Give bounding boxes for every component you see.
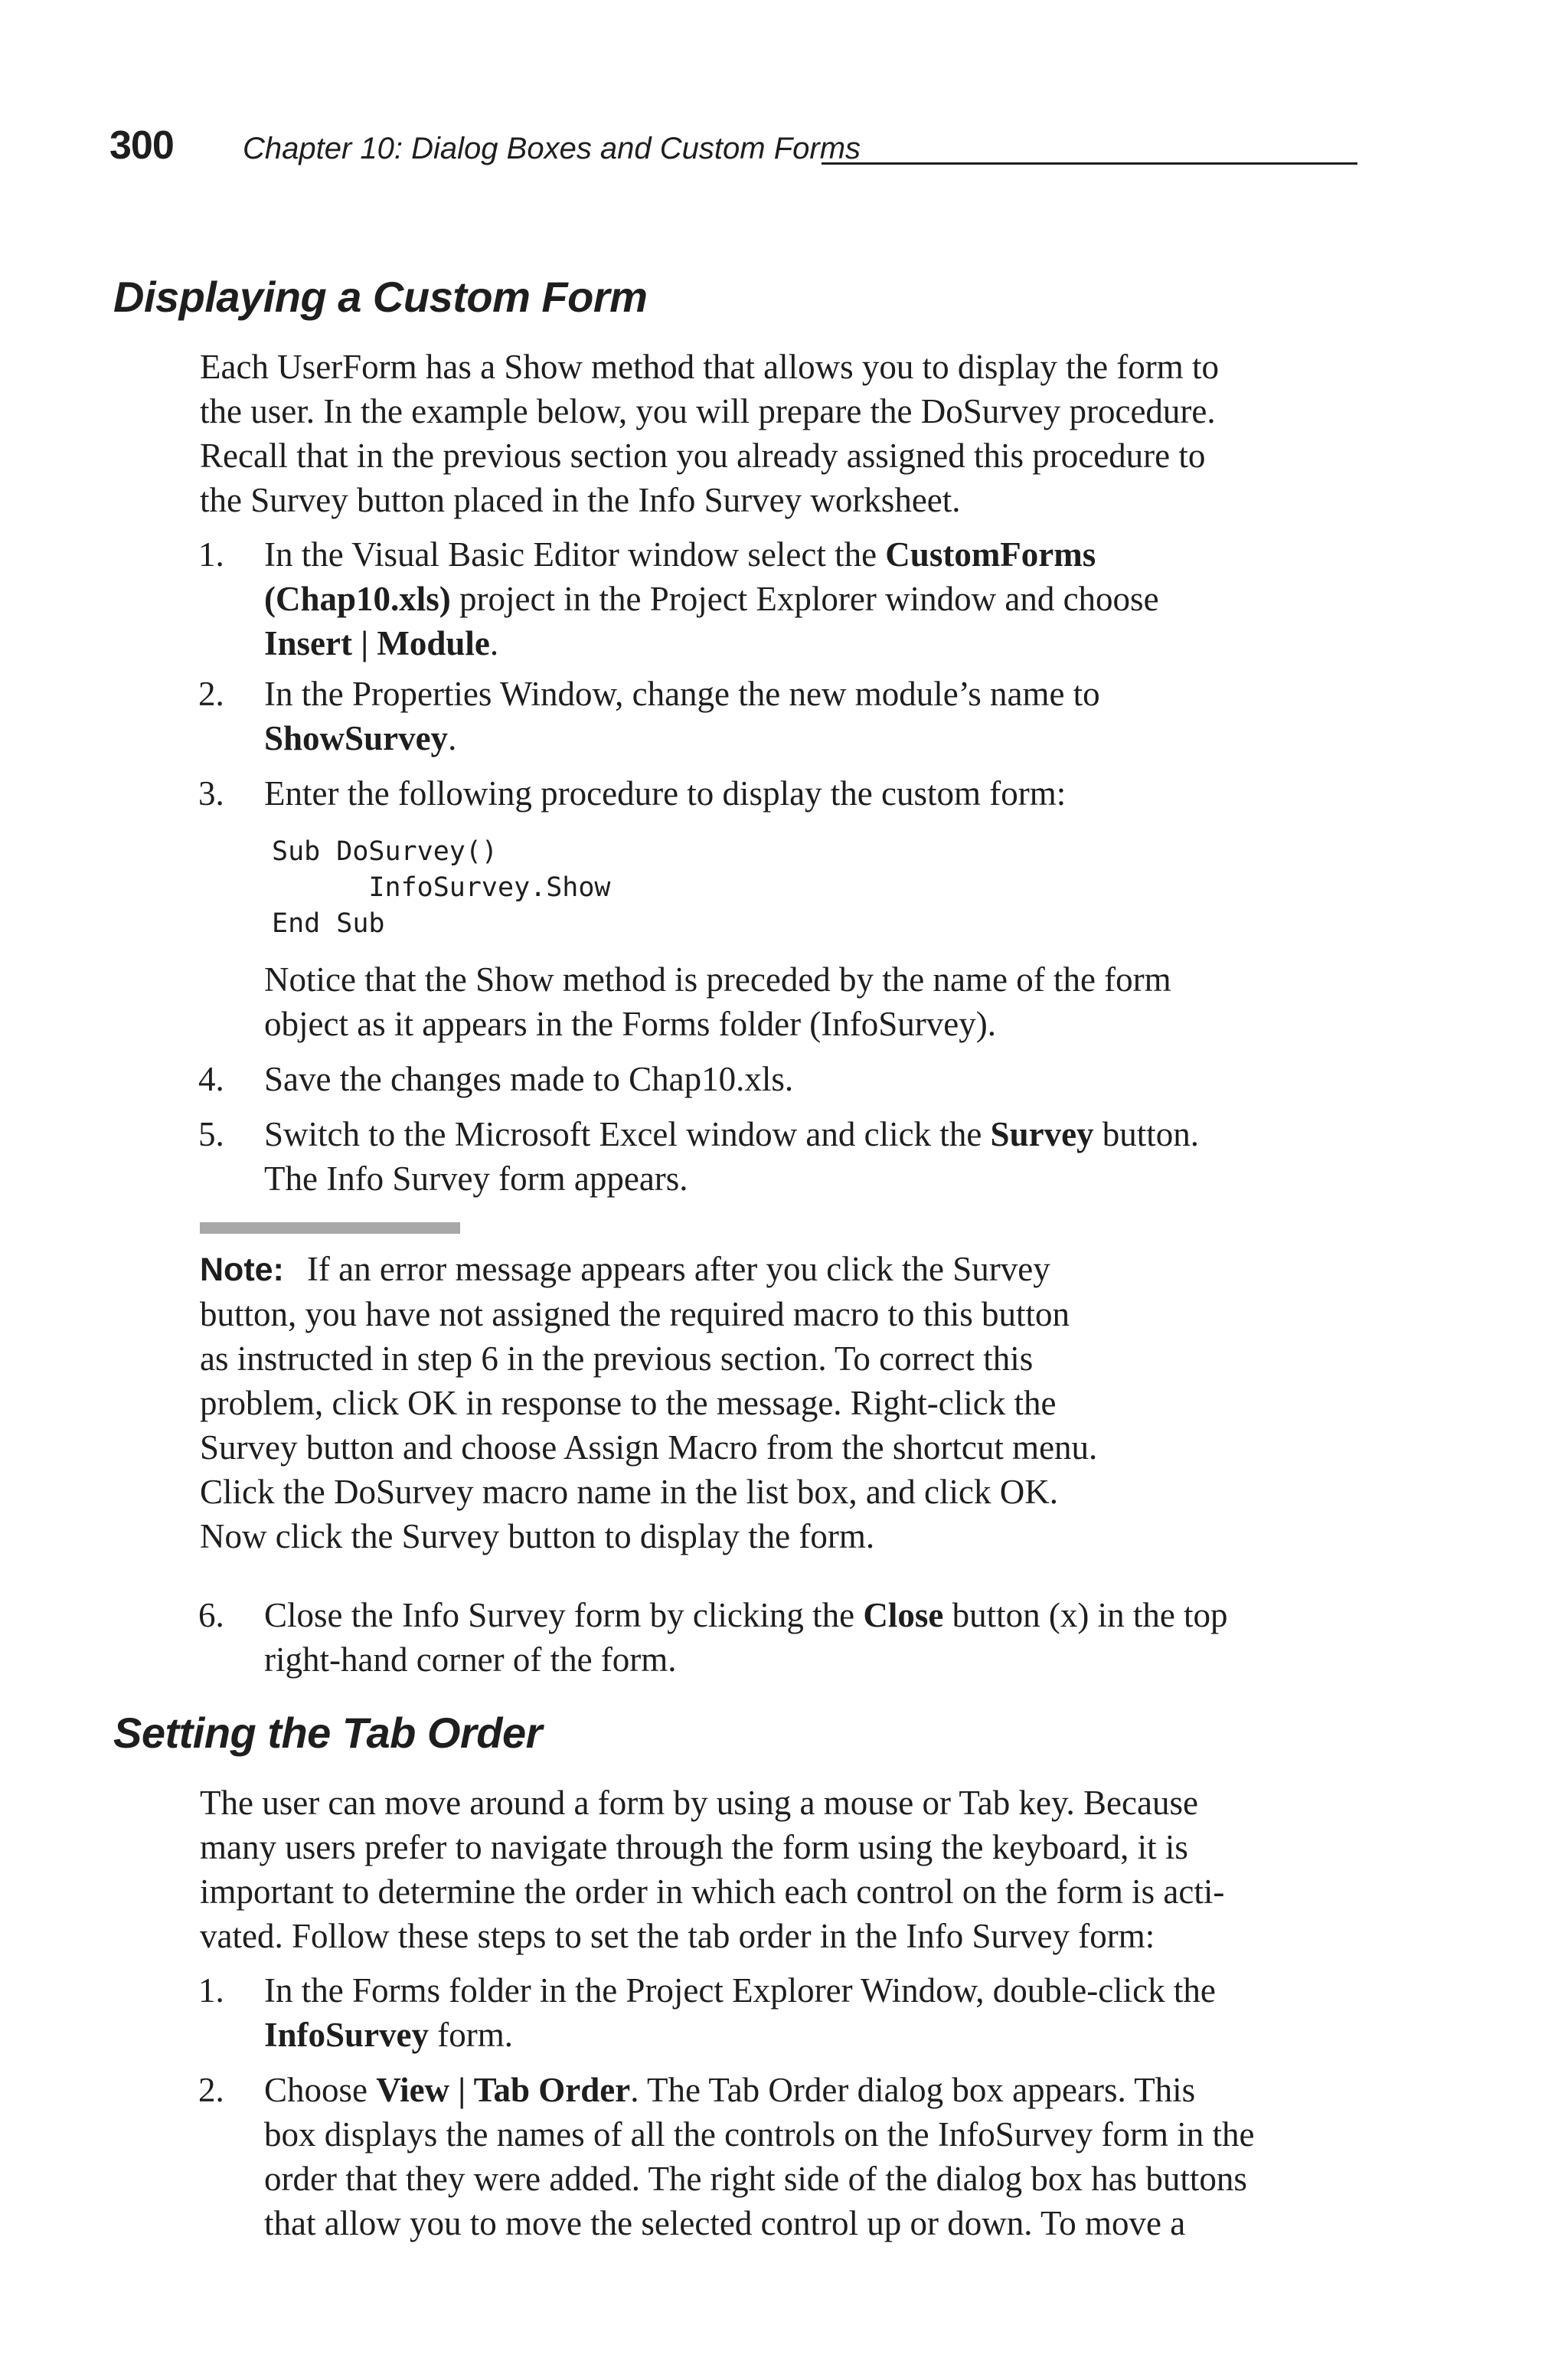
step-number: 6. — [198, 1596, 224, 1634]
header-rule — [822, 162, 1357, 165]
survey-button-name: Survey — [990, 1115, 1094, 1153]
menu-command: Insert | Module — [264, 624, 490, 662]
step-text: button (x) in the top — [943, 1596, 1228, 1634]
note-text: Click the DoSurvey macro name in the list box, and click OK. — [200, 1473, 1059, 1511]
note-text: problem, click OK in response to the message. Right-click the — [200, 1384, 1057, 1422]
module-name: ShowSurvey — [264, 719, 449, 757]
text-line: The user can move around a form by using a mouse or Tab key. Because — [200, 1784, 1198, 1822]
step-text: Switch to the Microsoft Excel window and click the — [264, 1115, 991, 1153]
step-text: form. — [429, 2016, 514, 2054]
step-number: 3. — [198, 774, 224, 813]
text-line: vated. Follow these steps to set the tab order in the Info Survey form: — [200, 1917, 1155, 1955]
text-line: important to determine the order in which each control on the form is acti- — [200, 1872, 1225, 1911]
text-line: Each UserForm has a Show method that allows you to display the form to — [200, 348, 1220, 386]
note-text: If an error message appears after you click the Survey — [306, 1250, 1050, 1288]
text-line: object as it appears in the Forms folder (InfoSurvey). — [264, 1005, 996, 1043]
code-line: InfoSurvey.Show — [272, 872, 611, 903]
step-text: right-hand corner of the form. — [264, 1640, 677, 1679]
step-number: 5. — [198, 1115, 224, 1153]
step-text: button. — [1093, 1115, 1200, 1153]
note-bar — [200, 1222, 460, 1234]
step-text: In the Forms folder in the Project Explorer Window, double-click the — [264, 1971, 1216, 2010]
project-file: (Chap10.xls) — [264, 580, 451, 618]
page-number: 300 — [109, 123, 174, 168]
step-1 — [198, 1968, 1377, 2057]
code-line: Sub DoSurvey() — [272, 836, 498, 867]
note-text: button, you have not assigned the required macro to this button — [200, 1295, 1070, 1333]
step-text: Enter the following procedure to display the custom form: — [264, 774, 1067, 813]
section-heading-displaying-custom-form: Displaying a Custom Form — [113, 273, 648, 321]
intro-paragraph — [200, 1781, 1364, 1958]
menu-command: View | Tab Order — [376, 2071, 631, 2109]
project-name: CustomForms — [885, 535, 1096, 574]
note-label: Note: — [200, 1251, 284, 1288]
step-2 — [198, 2068, 1377, 2245]
note-text: Survey button and choose Assign Macro from the shortcut menu. — [200, 1428, 1098, 1467]
step-text: . — [489, 624, 499, 662]
step-number: 4. — [198, 1060, 224, 1098]
step-5 — [198, 1112, 1377, 1201]
note-box — [200, 1247, 1333, 1558]
step-6 — [198, 1593, 1377, 1682]
text-line: many users prefer to navigate through the form using the keyboard, it is — [200, 1828, 1188, 1866]
code-block — [272, 834, 611, 942]
step-text: box displays the names of all the controls on the InfoSurvey form in the — [264, 2115, 1255, 2154]
step-text: project in the Project Explorer window and choose — [450, 580, 1159, 618]
step-text: order that they were added. The right side of the dialog box has buttons — [264, 2160, 1247, 2198]
step-text: In the Visual Basic Editor window select the — [264, 535, 886, 574]
text-line: Recall that in the previous section you already assigned this procedure to — [200, 437, 1206, 475]
note-text: Now click the Survey button to display the form. — [200, 1517, 875, 1555]
step-text: Save the changes made to Chap10.xls. — [264, 1060, 794, 1098]
section-heading-setting-tab-order: Setting the Tab Order — [113, 1709, 542, 1757]
chapter-title: Chapter 10: Dialog Boxes and Custom Forms — [243, 132, 861, 165]
running-head — [109, 123, 1357, 176]
note-text: as instructed in step 6 in the previous section. To correct this — [200, 1339, 1034, 1378]
step-text: In the Properties Window, change the new module’s name to — [264, 675, 1100, 713]
step-number: 2. — [198, 2071, 224, 2109]
step-text: Choose — [264, 2071, 377, 2109]
step-text: . The Tab Order dialog box appears. This — [630, 2071, 1196, 2109]
step-text: that allow you to move the selected control up or down. To move a — [264, 2204, 1186, 2242]
code-line: End Sub — [272, 908, 385, 939]
step-text: Close the Info Survey form by clicking the — [264, 1596, 864, 1634]
step-2 — [198, 672, 1377, 760]
text-line: the user. In the example below, you will prepare the DoSurvey procedure. — [200, 392, 1216, 430]
text-line: Notice that the Show method is preceded by the name of the form — [264, 960, 1171, 999]
step-text: The Info Survey form appears. — [264, 1159, 688, 1198]
step-number: 2. — [198, 675, 224, 713]
step-1 — [198, 532, 1377, 666]
form-name: InfoSurvey — [264, 2016, 430, 2054]
step-3 — [198, 771, 1377, 816]
notice-paragraph — [264, 957, 1367, 1046]
step-text: . — [448, 719, 457, 757]
intro-paragraph — [200, 345, 1364, 522]
close-button-name: Close — [863, 1596, 944, 1634]
text-line: the Survey button placed in the Info Survey worksheet. — [200, 481, 961, 519]
step-number: 1. — [198, 535, 224, 574]
step-number: 1. — [198, 1971, 224, 2010]
step-4 — [198, 1057, 1377, 1101]
